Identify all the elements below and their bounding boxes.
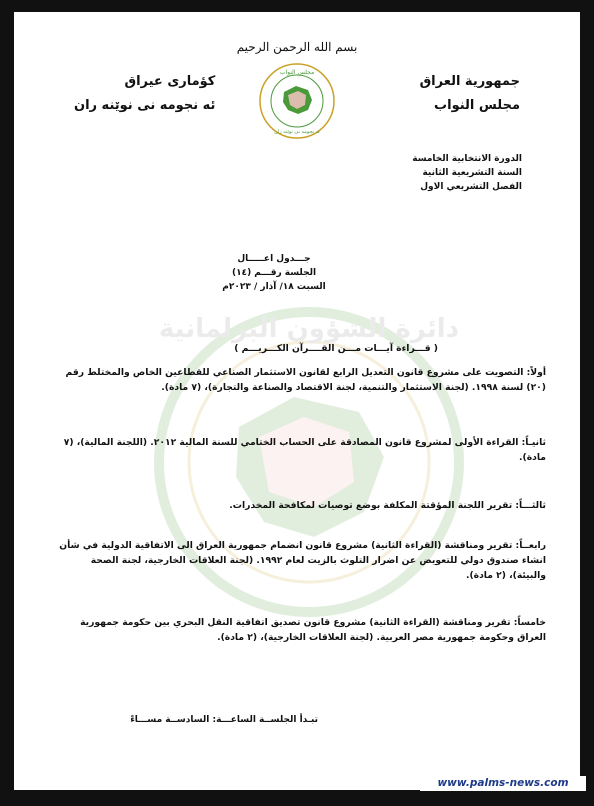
kurdish-header xyxy=(74,70,215,118)
session-info-line-2: السنة التشريعية الثانية xyxy=(422,168,522,178)
arabic-header xyxy=(420,70,520,118)
agenda-item-5: خامساً: تقرير ومناقشة (القراءة الثانية) مشروع قانون تصديق اتفاقية النقل البحري بين حكومة جمهورية العراق وحكومة جمهورية مصر العربية. (لجنة العلاقات الخارجية)، (٢ مادة). xyxy=(80,617,546,643)
session-info-line-1: الدورة الانتخابية الخامسة xyxy=(412,154,522,164)
agenda-item-4: رابعــاً: تقرير ومناقشة (القراءة الثانية) مشروع قانون انضمام جمهورية العراق الى الاتفاقية الدولية في شأن انشاء صندوق دولي للتعويض عن اضرار التلوث بالزيت لعام ١٩٩٢. (لجنة العلاقات الخارجية، لجنة الصحة والبيئة)، (٢ مادة). xyxy=(59,540,546,581)
logo-bottom-text: ئه نجومه نى نوێنه ران xyxy=(274,129,320,135)
agenda-heading xyxy=(204,252,344,294)
document-page xyxy=(14,12,580,790)
parliament-logo xyxy=(258,62,336,140)
agenda-date: السبت ١٨/ آذار / ٢٠٢٣م xyxy=(222,282,326,292)
source-banner: www.palms-news.com xyxy=(420,776,586,791)
arabic-header-line-2: مجلس النواب xyxy=(434,98,520,113)
session-start-time: تبـدأ الجلســة الساعـــة: السادســة مســـاءً xyxy=(130,715,318,725)
session-info-line-3: الفصل التشريعي الاول xyxy=(420,182,522,192)
agenda-title: جـــدول اعـــــال xyxy=(237,254,311,264)
agenda-item-2: ثانيـاً: القراءة الأولى لمشروع قانون المصادقة على الحساب الختامي للسنة المالية ٢٠١٢. (اللجنة المالية)، (٧ مادة). xyxy=(63,437,546,463)
arabic-header-line-1: جمهورية العراق xyxy=(419,74,520,89)
agenda-item-1: أولاً: التصويت على مشروع قانون التعديل الرابع لقانون الاستثمار الصناعي للقطاعين الخاص والمختلط رقم (٢٠) لسنة ١٩٩٨. (لجنة الاستثمار والتنمية، لجنة الاقتصاد والصناعة والتجارة)، (٧ مادة). xyxy=(65,367,546,393)
agenda-item-3: ثالثـــاً: تقرير اللجنة المؤقتة المكلفة بوضع توصيات لمكافحة المخدرات. xyxy=(229,500,546,511)
kurdish-header-line-1: كؤمارى عيراق xyxy=(124,74,216,89)
agenda-session-number: الجلسة رقـــم (١٤) xyxy=(231,268,317,278)
kurdish-header-line-2: ئه نجومه نى نوێنه ران xyxy=(74,98,216,113)
watermark-text: دائرة الشؤون البرلمانية xyxy=(159,314,459,344)
session-info xyxy=(412,152,522,194)
agenda-item-quran: ( قـــراءة آيـــات مـــن القــــرآن الكـــريـــم ) xyxy=(234,343,438,354)
basmala: بسم الله الرحمن الرحيم xyxy=(236,40,358,54)
logo-top-text: مجلس النواب xyxy=(279,69,315,76)
